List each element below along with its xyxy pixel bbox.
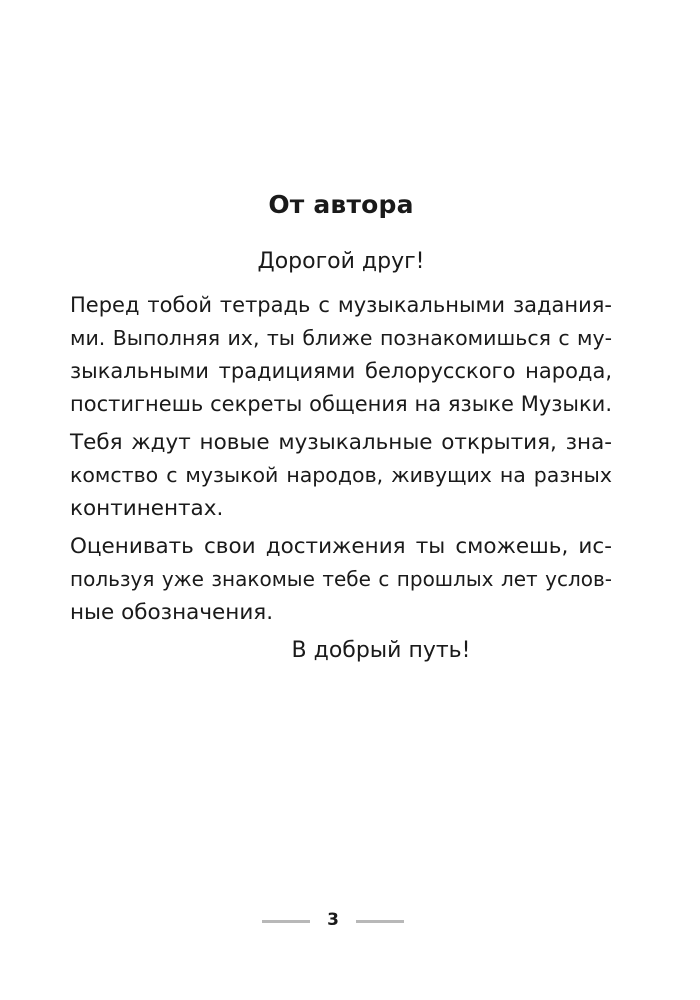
paragraph-line: ми. Выполняя их, ты ближе познакомишься с му- xyxy=(70,326,612,350)
footer-divider-right xyxy=(356,920,404,923)
greeting: Дорогой друг! xyxy=(257,249,425,274)
paragraph-line: ные обозначения. xyxy=(70,600,274,625)
page-footer xyxy=(0,908,700,932)
page-content xyxy=(70,190,612,667)
paragraph-line: постигнешь секреты общения на языке Музыки. xyxy=(70,392,612,416)
paragraph-line: Тебя ждут новые музыкальные открытия, зна- xyxy=(70,430,612,455)
farewell: В добрый путь! xyxy=(291,638,471,663)
paragraph-line: континентах. xyxy=(70,496,224,521)
page-number: 3 xyxy=(327,910,339,930)
page-title: От автора xyxy=(268,190,414,219)
footer-divider-left xyxy=(262,920,310,923)
paragraph-line: зыкальными традициями белорусского народа, xyxy=(70,359,612,383)
paragraph-line: Перед тобой тетрадь с музыкальными задания- xyxy=(70,293,612,317)
paragraph-3 xyxy=(70,530,612,629)
paragraph-line: комство с музыкой народов, живущих на разных xyxy=(70,463,612,487)
paragraph-line: пользуя уже знакомые тебе с прошлых лет услов- xyxy=(70,567,612,591)
paragraph-line: Оценивать свои достижения ты сможешь, ис- xyxy=(70,534,612,559)
paragraph-1 xyxy=(70,289,612,421)
paragraph-2 xyxy=(70,426,612,525)
